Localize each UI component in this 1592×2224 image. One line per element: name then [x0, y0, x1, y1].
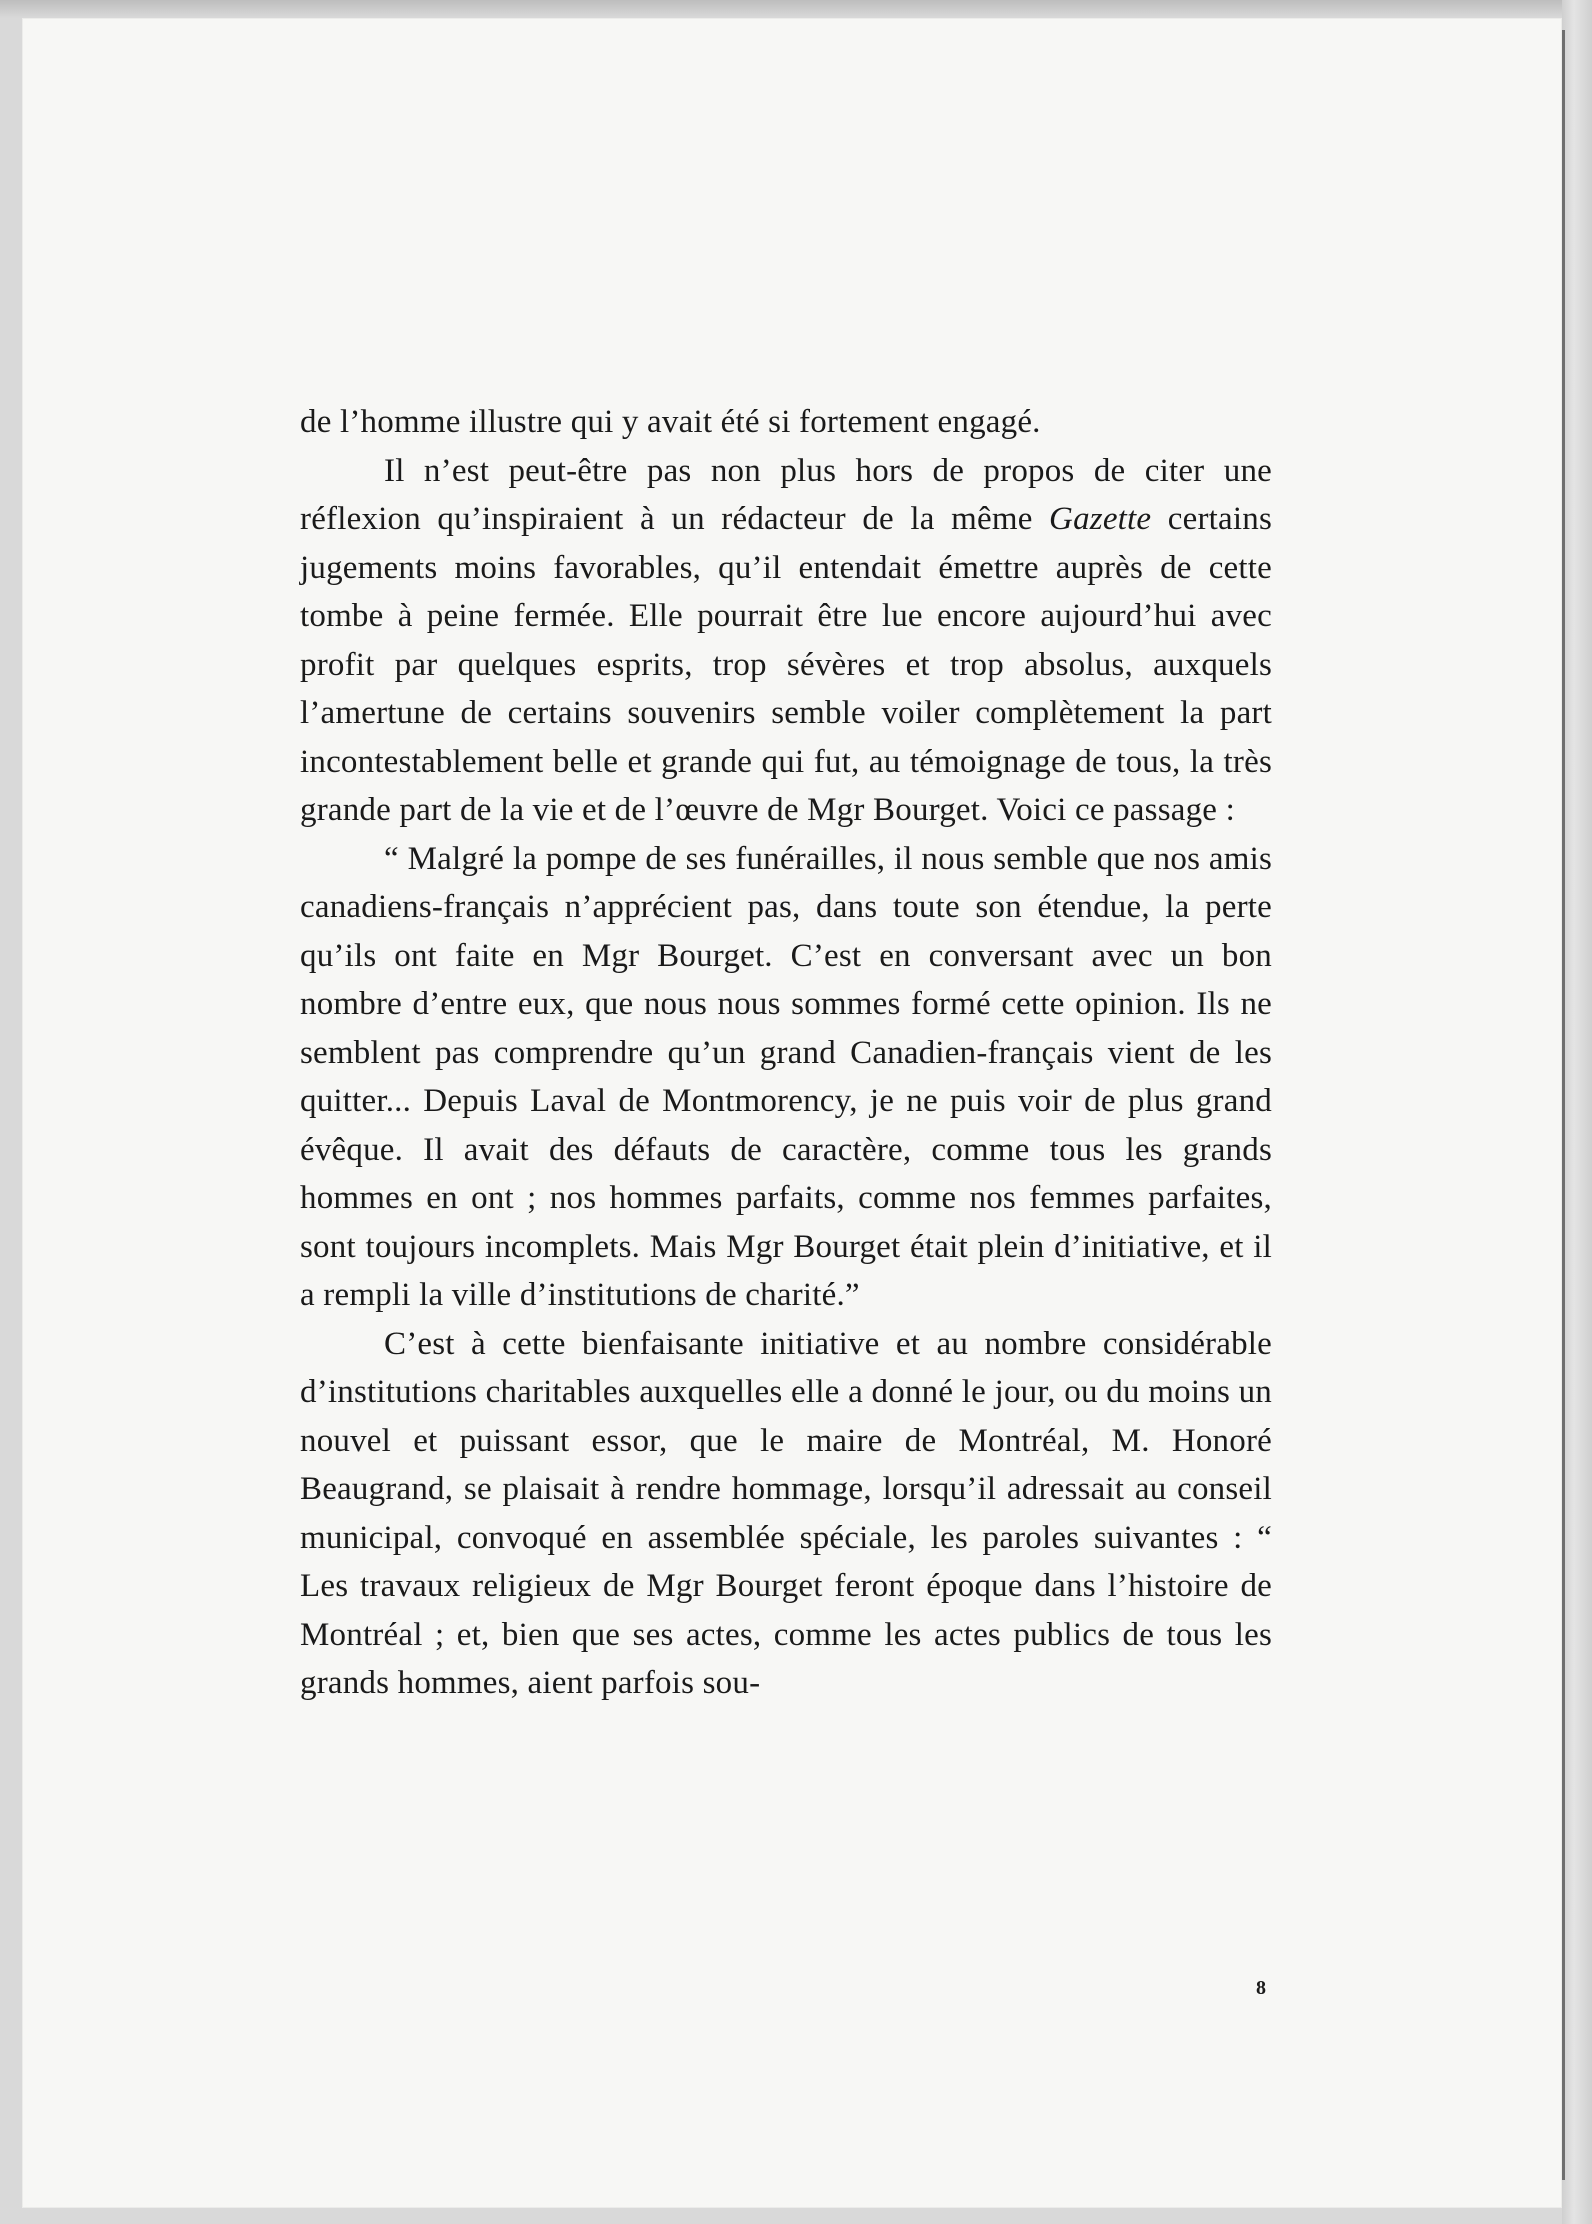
page-number: 8	[1256, 1977, 1266, 1999]
paragraph-citation-intro	[300, 447, 1272, 835]
scan-right-edge	[1562, 0, 1592, 2224]
paragraph-text: certains jugements moins favorables, qu’il entendait émettre auprès de cette tombe à peine fermée. Elle pourrait être lue encore aujourd’hui avec profit par quelques esprits, trop sévères et trop absolus, auxquels l’amertune de certains souvenirs semble voiler complètement la part incontestablement belle et grande qui fut, au témoignage de tous, la très grande part de la vie et de l’œuvre de Mgr Bourget. Voici ce passage :	[300, 501, 1272, 828]
continuation-line: de l’homme illustre qui y avait été si fortement engagé.	[300, 404, 1041, 440]
paragraph-mayor-tribute: C’est à cette bienfaisante initiative et au nombre considérable d’institutions charitables auxquelles elle a donné le jour, ou du moins un nouvel et puissant essor, que le maire de Montréal, M. Honoré Beaugrand, se plaisait à rendre hommage, lorsqu’il adressait au conseil municipal, convoqué en assemblée spéciale, les paroles suivantes : “ Les travaux religieux de Mgr Bourget feront époque dans l’histoire de Montréal ; et, bien que ses actes, comme les actes publics de tous les grands hommes, aient parfois sou-	[300, 1325, 1272, 1701]
scan-top-edge	[0, 0, 1592, 18]
page-body-text	[300, 398, 1272, 1708]
italic-title: Gazette	[1049, 501, 1152, 537]
binding-line	[1562, 30, 1565, 2180]
paragraph-text: Il n’est peut-être pas non plus hors de propos de citer une réflexion qu’inspiraient à un rédacteur de la même	[300, 452, 1272, 537]
quoted-passage: “ Malgré la pompe de ses funérailles, il nous semble que nos amis canadiens-français n’apprécient pas, dans toute son étendue, la perte qu’ils ont faite en Mgr Bourget. C’est en conversant avec un bon nombre d’entre eux, que nous nous sommes formé cette opinion. Ils ne semblent pas comprendre qu’un grand Canadien-français vient de les quitter... Depuis Laval de Montmorency, je ne puis voir de plus grand évêque. Il avait des défauts de caractère, comme tous les grands hommes en ont ; nos hommes parfaits, comme nos femmes parfaites, sont toujours incomplets. Mais Mgr Bourget était plein d’initiative, et il a rempli la ville d’institutions de charité.”	[300, 840, 1272, 1313]
